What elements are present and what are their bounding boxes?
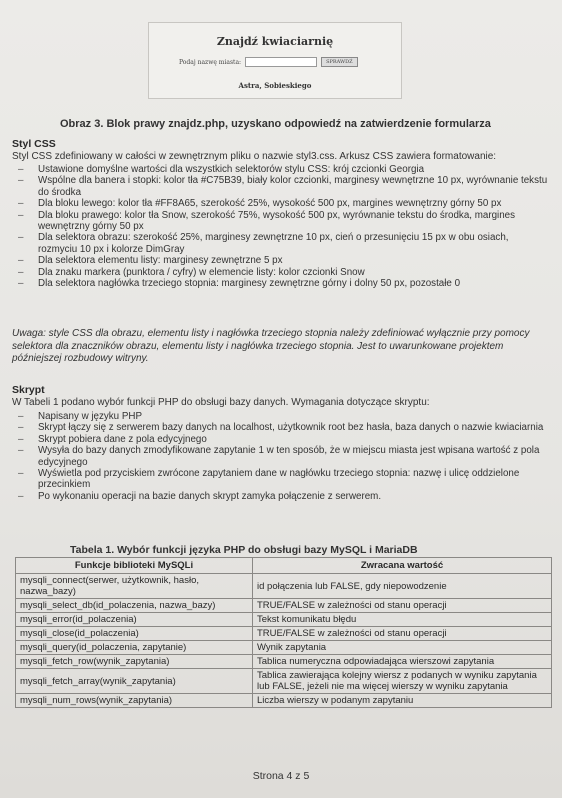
- list-item: – Dla selektora obrazu: szerokość 25%, marginesy zewnętrzne 10 px, cień o przesunięciu 15 px w obu osiach, rozmyciu 10 px i kolorze DimGray: [18, 232, 548, 255]
- value-cell: Liczba wierszy w podanym zapytaniu: [253, 694, 552, 708]
- table-row: [16, 627, 552, 641]
- function-cell: mysqli_num_rows(wynik_zapytania): [16, 694, 253, 708]
- form-answer: Astra, Sobieskiego: [238, 81, 312, 90]
- list-item: – Wyświetla pod przyciskiem zwrócone zapytaniem dane w nagłówku trzeciego stopnia: nazwę i ulicę oddzielone przecinkiem: [18, 468, 548, 491]
- table-row: [16, 574, 552, 599]
- form-title: Znajdź kwiaciarnię: [216, 35, 334, 48]
- table-header: Zwracana wartość: [253, 558, 552, 574]
- value-cell: Tekst komunikatu błędu: [253, 613, 552, 627]
- function-cell: mysqli_fetch_array(wynik_zapytania): [16, 669, 253, 694]
- form-row: [179, 57, 358, 67]
- table-header-row: [16, 558, 552, 574]
- list-item: – Dla bloku prawego: kolor tła Snow, szerokość 75%, wysokość 500 px, wyrównanie tekstu do środka, margines wewnętrzny górny 50 px: [18, 210, 548, 233]
- check-button: SPRAWDŹ: [321, 57, 358, 67]
- list-item: – Dla znaku markera (punktora / cyfry) w elemencie listy: kolor czcionki Snow: [18, 267, 548, 278]
- function-cell: mysqli_connect(serwer, użytkownik, hasło, nazwa_bazy): [16, 574, 253, 599]
- value-cell: Tablica numeryczna odpowiadająca wierszowi zapytania: [253, 655, 552, 669]
- css-note: Uwaga: style CSS dla obrazu, elementu listy i nagłówka trzeciego stopnia należy zdefiniować wyłącznie przy pomocy selektora dla znaczników obrazu, elementu listy i nagłówka trzeciego stopnia. Jest to uwarunkowane projektem późniejszej rozbudowy witryny.: [12, 328, 530, 364]
- form-label: Podaj nazwę miasta:: [179, 58, 242, 66]
- script-heading: Skrypt: [12, 384, 45, 396]
- value-cell: TRUE/FALSE w zależności od stanu operacji: [253, 599, 552, 613]
- script-intro: W Tabeli 1 podano wybór funkcji PHP do obsługi bazy danych. Wymagania dotyczące skryptu:: [12, 397, 430, 408]
- table-row: [16, 655, 552, 669]
- table-row: [16, 641, 552, 655]
- php-functions-table: [15, 557, 552, 708]
- list-item: – Dla selektora nagłówka trzeciego stopnia: marginesy zewnętrzne górny i dolny 50 px, pozostałe 0: [18, 278, 548, 289]
- list-item: – Skrypt pobiera dane z pola edycyjnego: [18, 434, 548, 445]
- list-item: – Dla bloku lewego: kolor tła #FF8A65, szerokość 25%, wysokość 500 px, margines wewnętrzny górny 50 px: [18, 198, 548, 209]
- value-cell: Tablica zawierająca kolejny wiersz z podanych w wyniku zapytania lub FALSE, jeżeli nie ma więcej wierszy w wyniku zapytania: [253, 669, 552, 694]
- form-screenshot: [148, 22, 402, 99]
- list-item: – Skrypt łączy się z serwerem bazy danych na localhost, użytkownik root bez hasła, baza danych o nazwie kwiaciarnia: [18, 422, 548, 433]
- script-list: [18, 411, 548, 502]
- table-row: [16, 613, 552, 627]
- table-row: [16, 599, 552, 613]
- function-cell: mysqli_error(id_polaczenia): [16, 613, 253, 627]
- value-cell: Wynik zapytania: [253, 641, 552, 655]
- function-cell: mysqli_select_db(id_polaczenia, nazwa_bazy): [16, 599, 253, 613]
- city-input: [245, 57, 317, 67]
- page-number: Strona 4 z 5: [252, 770, 310, 782]
- list-item: – Napisany w języku PHP: [18, 411, 548, 422]
- list-item: – Dla selektora elementu listy: marginesy zewnętrzne 5 px: [18, 255, 548, 266]
- value-cell: TRUE/FALSE w zależności od stanu operacji: [253, 627, 552, 641]
- function-cell: mysqli_close(id_polaczenia): [16, 627, 253, 641]
- table-row: [16, 694, 552, 708]
- list-item: – Wysyła do bazy danych zmodyfikowane zapytanie 1 w ten sposób, że w miejscu miasta jest wpisana wartość z pola edycyjnego: [18, 445, 548, 468]
- table-caption: Tabela 1. Wybór funkcji języka PHP do obsługi bazy MySQL i MariaDB: [70, 544, 418, 556]
- table-header: Funkcje biblioteki MySQLi: [16, 558, 253, 574]
- list-item: – Po wykonaniu operacji na bazie danych skrypt zamyka połączenie z serwerem.: [18, 491, 548, 502]
- function-cell: mysqli_query(id_polaczenia, zapytanie): [16, 641, 253, 655]
- figure-caption: Obraz 3. Blok prawy znajdz.php, uzyskano odpowiedź na zatwierdzenie formularza: [60, 118, 491, 130]
- table-row: [16, 669, 552, 694]
- css-heading: Styl CSS: [12, 138, 56, 150]
- list-item: – Ustawione domyślne wartości dla wszystkich selektorów stylu CSS: krój czcionki Georgia: [18, 164, 548, 175]
- function-cell: mysqli_fetch_row(wynik_zapytania): [16, 655, 253, 669]
- value-cell: id połączenia lub FALSE, gdy niepowodzenie: [253, 574, 552, 599]
- css-list: [18, 164, 548, 289]
- css-intro: Styl CSS zdefiniowany w całości w zewnętrznym pliku o nazwie styl3.css. Arkusz CSS zawiera formatowanie:: [12, 151, 497, 162]
- list-item: – Wspólne dla banera i stopki: kolor tła #C75B39, biały kolor czcionki, marginesy wewnętrzne 10 px, wyrównanie tekstu do środka: [18, 175, 548, 198]
